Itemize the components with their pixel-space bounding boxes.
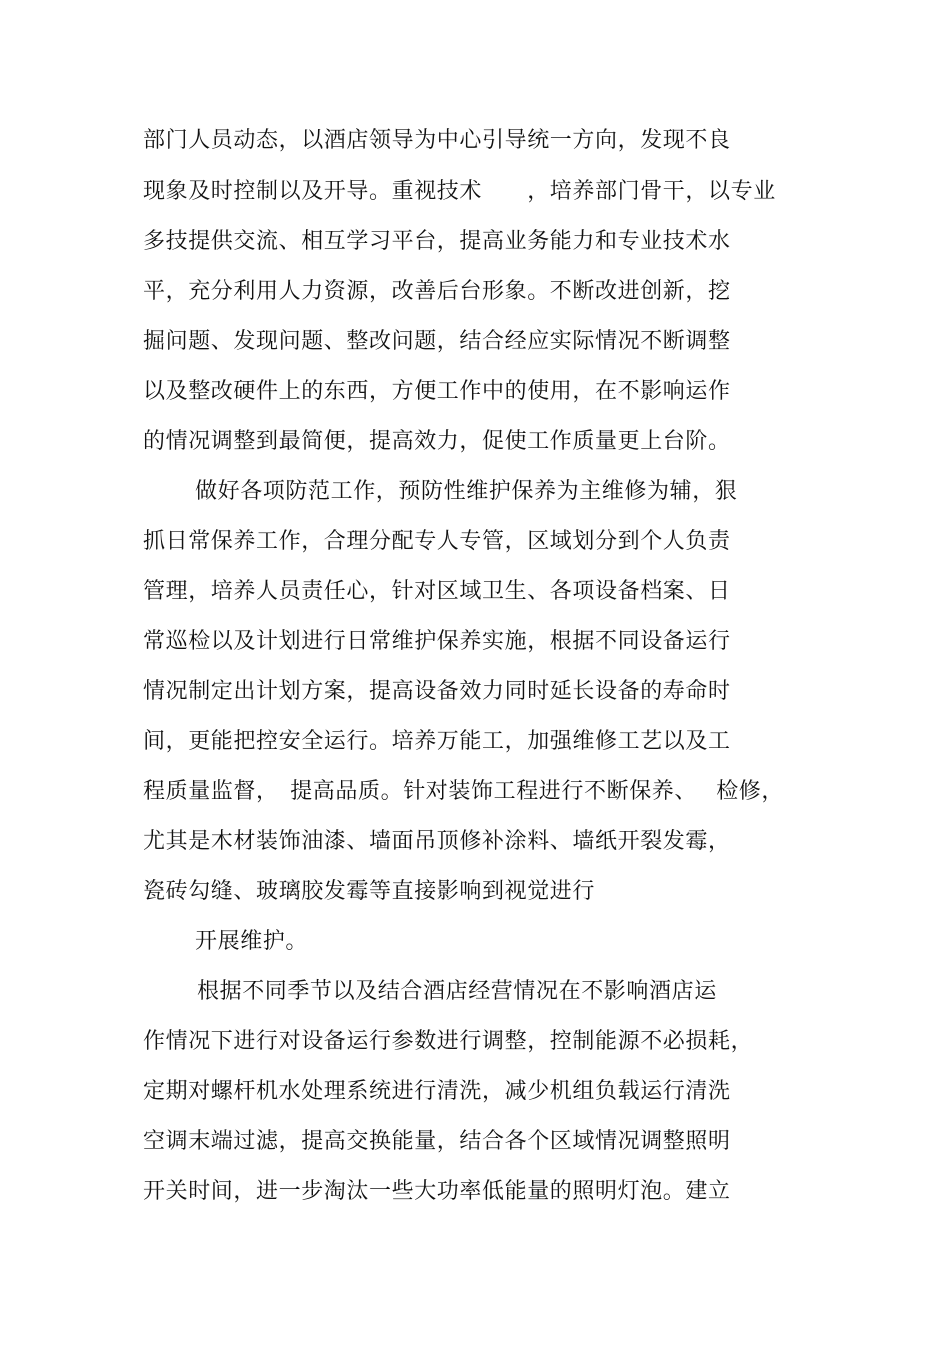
text-line: 瓷砖勾缝、玻璃胶发霉等直接影响到视觉进行 xyxy=(143,879,596,904)
text-line: 多技提供交流、相互学习平台，提高业务能力和专业技术水 xyxy=(143,229,731,254)
text-line: 现象及时控制以及开导。重视技术 ，培养部门骨干，以专业 xyxy=(143,179,776,204)
text-line: 常巡检以及计划进行日常维护保养实施，根据不同设备运行 xyxy=(143,629,731,654)
paragraph-start-line: 做好各项防范工作，预防性维护保养为主维修为辅，狠 xyxy=(195,479,738,504)
text-line: 空调末端过滤，提高交换能量，结合各个区域情况调整照明 xyxy=(143,1129,731,1154)
text-line: 部门人员动态，以酒店领导为中心引导统一方向，发现不良 xyxy=(143,128,731,153)
text-line: 平，充分利用人力资源，改善后台形象。不断改进创新，挖 xyxy=(143,279,731,304)
text-line: 抓日常保养工作，合理分配专人专管，区域划分到个人负责 xyxy=(143,529,731,554)
text-line: 管理，培养人员责任心，针对区域卫生、各项设备档案、日 xyxy=(143,579,731,604)
paragraph-end-line: 开展维护。 xyxy=(195,929,309,954)
text-line: 间，更能把控安全运行。培养万能工，加强维修工艺以及工 xyxy=(143,729,731,754)
text-line: 尤其是木材装饰油漆、墙面吊顶修补涂料、墙纸开裂发霉， xyxy=(143,829,731,854)
text-line: 开关时间，进一步淘汰一些大功率低能量的照明灯泡。建立 xyxy=(143,1179,731,1204)
text-line: 情况制定出计划方案，提高设备效力同时延长设备的寿命时 xyxy=(143,679,731,704)
text-line: 程质量监督， 提高品质。针对装饰工程进行不断保养、 检修， xyxy=(143,779,784,804)
text-line: 的情况调整到最简便，提高效力，促使工作质量更上台阶。 xyxy=(143,429,731,454)
text-line: 以及整改硬件上的东西，方便工作中的使用，在不影响运作 xyxy=(143,379,731,404)
text-line: 作情况下进行对设备运行参数进行调整，控制能源不必损耗， xyxy=(143,1029,754,1054)
paragraph-start-line: 根据不同季节以及结合酒店经营情况在不影响酒店运 xyxy=(197,979,717,1004)
text-line: 定期对螺杆机水处理系统进行清洗，减少机组负载运行清洗 xyxy=(143,1079,731,1104)
text-line: 掘问题、发现问题、整改问题，结合经应实际情况不断调整 xyxy=(143,329,731,354)
